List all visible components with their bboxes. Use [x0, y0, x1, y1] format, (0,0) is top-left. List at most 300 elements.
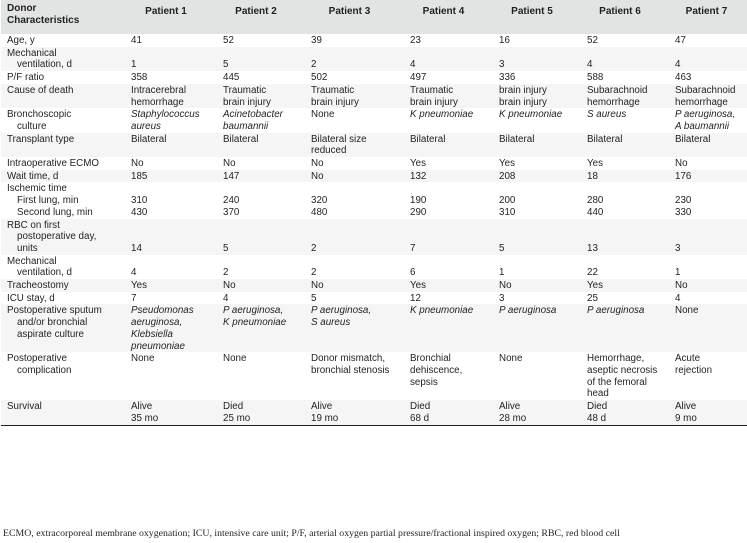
cell-line: No: [311, 158, 324, 170]
cell-line: [311, 220, 395, 232]
cell-line: hemorrhage: [587, 96, 640, 108]
cell-line: [675, 183, 745, 195]
cell-patient-6: [574, 352, 662, 400]
cell-line: Bilateral: [131, 133, 167, 145]
patient-characteristics-table: [1, 0, 747, 426]
cell-line: 4: [675, 292, 681, 304]
cell-line: 4: [131, 267, 137, 279]
cell-patient-7: [662, 279, 747, 292]
cell-patient-2: [210, 47, 298, 71]
cell-patient-5: [486, 279, 574, 292]
cell-line: of the femoral: [587, 376, 647, 388]
cell-line: 39: [311, 35, 322, 46]
cell-line: Alive: [499, 401, 521, 413]
table-row: [1, 352, 747, 400]
row-label: [1, 304, 118, 352]
cell-line: [311, 48, 395, 60]
cell-line: reduced: [311, 145, 347, 157]
header-characteristics: [1, 0, 118, 34]
cell-line: dehiscence,: [410, 364, 463, 376]
cell-line: [223, 231, 296, 243]
cell-line: Hemorrhage,: [587, 353, 645, 365]
cell-patient-7: [662, 400, 747, 425]
cell-patient-4: [397, 292, 486, 305]
cell-line: 147: [223, 170, 240, 182]
cell-line: No: [223, 280, 236, 292]
cell-line: None: [311, 109, 335, 121]
cell-line: No: [675, 280, 688, 292]
cell-line: Pseudomonas: [131, 305, 194, 317]
header-characteristics-line: Characteristics: [7, 15, 80, 26]
cell-line: aseptic necrosis: [587, 364, 658, 376]
cell-patient-7: [662, 84, 747, 108]
cell-line: No: [675, 158, 688, 170]
row-label: [1, 84, 118, 108]
cell-patient-2: [210, 219, 298, 255]
cell-patient-4: [397, 133, 486, 157]
cell-line: P aeruginosa: [587, 305, 645, 317]
cell-line: Died: [587, 401, 608, 413]
cell-line: 3: [675, 242, 681, 254]
table-row: [1, 219, 747, 255]
cell-patient-6: [574, 133, 662, 157]
cell-patient-1: [118, 292, 210, 305]
cell-line: None: [131, 353, 155, 365]
cell-line: [410, 48, 484, 60]
header-patient-7: Patient 7: [685, 6, 728, 17]
cell-line: Bilateral: [675, 133, 711, 145]
cell-line: 358: [131, 72, 148, 84]
cell-line: [410, 256, 484, 268]
cell-patient-7: [662, 219, 747, 255]
cell-patient-6: [574, 304, 662, 352]
cell-line: 12: [410, 292, 421, 304]
cell-line: 18: [587, 170, 598, 182]
row-label-line: Ischemic time: [7, 183, 67, 195]
row-label-line: Mechanical: [7, 255, 57, 267]
cell-patient-7: [662, 182, 747, 218]
cell-line: brain injury: [410, 96, 458, 108]
cell-line: K pneumoniae: [410, 305, 474, 317]
cell-patient-3: [298, 400, 397, 425]
cell-line: 208: [499, 170, 516, 182]
cell-line: [499, 220, 572, 232]
cell-line: 440: [587, 206, 604, 218]
table-row: [1, 255, 747, 279]
cell-patient-3: [298, 255, 397, 279]
cell-patient-2: [210, 84, 298, 108]
cell-line: 445: [223, 72, 240, 84]
cell-patient-1: [118, 170, 210, 183]
cell-patient-1: [118, 400, 210, 425]
cell-patient-2: [210, 255, 298, 279]
cell-line: 185: [131, 170, 148, 182]
cell-line: 336: [499, 72, 516, 84]
cell-patient-6: [574, 182, 662, 218]
cell-line: [675, 220, 745, 232]
cell-patient-1: [118, 47, 210, 71]
row-label-line: complication: [17, 364, 72, 376]
cell-line: 23: [410, 35, 421, 46]
cell-patient-6: [574, 255, 662, 279]
cell-line: 7: [131, 292, 137, 304]
cell-patient-4: [397, 170, 486, 183]
cell-line: S aureus: [587, 109, 627, 121]
cell-patient-6: [574, 279, 662, 292]
table-row: [1, 47, 747, 71]
cell-line: Subarachnoid: [675, 84, 736, 96]
cell-patient-5: [486, 219, 574, 255]
cell-patient-5: [486, 255, 574, 279]
table-row: [1, 304, 747, 352]
header-patient-1: Patient 1: [145, 6, 187, 17]
table-row: [1, 71, 747, 84]
cell-line: Bilateral: [410, 133, 446, 145]
cell-patient-1: [118, 108, 210, 132]
cell-line: Traumatic: [311, 84, 355, 96]
cell-line: 176: [675, 170, 692, 182]
cell-line: 47: [675, 35, 686, 46]
header-patient-6: Patient 6: [599, 6, 641, 17]
cell-line: 19 mo: [311, 412, 339, 424]
cell-line: 14: [131, 242, 142, 254]
cell-line: K pneumoniae: [223, 317, 287, 329]
row-label-line: Second lung, min: [17, 206, 93, 218]
cell-line: [311, 256, 395, 268]
cell-line: 41: [131, 35, 142, 46]
cell-line: Bilateral size: [311, 133, 367, 145]
row-label: [1, 219, 118, 255]
cell-patient-2: [210, 352, 298, 400]
cell-line: [131, 231, 208, 243]
row-label: [1, 47, 118, 71]
cell-line: 13: [587, 242, 598, 254]
cell-patient-1: [118, 133, 210, 157]
cell-line: 1: [131, 59, 137, 71]
cell-patient-6: [574, 157, 662, 170]
cell-line: No: [311, 170, 324, 182]
cell-line: [499, 183, 572, 195]
cell-patient-4: [397, 34, 486, 47]
cell-line: A baumannii: [675, 120, 730, 132]
cell-patient-2: [210, 292, 298, 305]
cell-line: Intracerebral: [131, 84, 186, 96]
cell-line: 320: [311, 195, 328, 207]
cell-line: [223, 48, 296, 60]
table-row: [1, 133, 747, 157]
cell-line: 502: [311, 72, 328, 84]
header-patient-2: Patient 2: [235, 6, 277, 17]
cell-line: [587, 256, 660, 268]
cell-line: No: [499, 280, 512, 292]
cell-line: 190: [410, 195, 427, 207]
row-label: [1, 292, 118, 305]
table-row: [1, 292, 747, 305]
row-label: [1, 352, 118, 400]
cell-line: Acute: [675, 353, 701, 365]
cell-line: baumannii: [223, 120, 269, 132]
row-label-line: RBC on first: [7, 219, 60, 231]
row-label-line: Survival: [7, 401, 42, 413]
cell-patient-1: [118, 219, 210, 255]
cell-line: 4: [675, 59, 681, 71]
cell-line: 25: [587, 292, 598, 304]
cell-line: [675, 48, 745, 60]
table-row: [1, 34, 747, 47]
cell-patient-6: [574, 47, 662, 71]
cell-line: [410, 231, 484, 243]
cell-line: [410, 183, 484, 195]
cell-patient-2: [210, 108, 298, 132]
cell-line: pneumoniae: [131, 340, 185, 352]
cell-line: 9 mo: [675, 412, 697, 424]
row-label-line: Postoperative sputum: [7, 305, 102, 317]
cell-line: P aeruginosa: [499, 305, 557, 317]
cell-patient-4: [397, 219, 486, 255]
row-label-line: and/or bronchial: [17, 317, 88, 329]
cell-patient-5: [486, 304, 574, 352]
cell-patient-5: [486, 292, 574, 305]
cell-line: No: [311, 280, 324, 292]
row-label-line: culture: [17, 120, 47, 132]
cell-line: 6: [410, 267, 416, 279]
cell-line: 7: [410, 242, 416, 254]
cell-patient-3: [298, 219, 397, 255]
cell-patient-7: [662, 292, 747, 305]
cell-patient-4: [397, 182, 486, 218]
cell-line: [587, 48, 660, 60]
cell-line: 588: [587, 72, 604, 84]
cell-line: No: [223, 158, 236, 170]
row-label: [1, 182, 118, 218]
cell-line: P aeruginosa,: [311, 305, 372, 317]
cell-line: Yes: [499, 158, 515, 170]
cell-line: brain injury: [223, 96, 271, 108]
cell-patient-4: [397, 279, 486, 292]
cell-line: 3: [499, 292, 505, 304]
cell-line: Bilateral: [499, 133, 535, 145]
cell-line: Acinetobacter: [223, 109, 283, 121]
cell-line: Alive: [131, 401, 153, 413]
cell-patient-4: [397, 47, 486, 71]
cell-line: Yes: [410, 280, 426, 292]
cell-line: 4: [587, 59, 593, 71]
row-label-line: ventilation, d: [17, 59, 73, 71]
table-footnote: ECMO, extracorporeal membrane oxygenation; ICU, intensive care unit; P/F, arterial oxygen partial pressure/fractional inspired oxygen; RBC, red blood cell: [3, 528, 620, 539]
cell-line: 430: [131, 206, 148, 218]
cell-patient-2: [210, 71, 298, 84]
row-label-line: Postoperative: [7, 353, 67, 365]
cell-line: K pneumoniae: [499, 109, 563, 121]
cell-line: 2: [311, 267, 317, 279]
cell-line: Yes: [587, 158, 603, 170]
row-label: [1, 108, 118, 132]
cell-line: brain injury: [499, 96, 547, 108]
cell-line: [675, 256, 745, 268]
cell-line: 200: [499, 195, 516, 207]
cell-line: 2: [311, 59, 317, 71]
cell-line: 330: [675, 206, 692, 218]
cell-line: Staphylococcus: [131, 109, 200, 121]
cell-patient-2: [210, 400, 298, 425]
cell-line: 132: [410, 170, 427, 182]
cell-patient-1: [118, 182, 210, 218]
row-label-line: Wait time, d: [7, 170, 59, 182]
row-label-line: Intraoperative ECMO: [7, 158, 100, 170]
cell-line: [131, 256, 208, 268]
row-label-line: Tracheostomy: [7, 280, 69, 292]
cell-patient-2: [210, 304, 298, 352]
cell-patient-7: [662, 34, 747, 47]
cell-patient-5: [486, 108, 574, 132]
cell-patient-3: [298, 133, 397, 157]
row-label: [1, 157, 118, 170]
cell-line: None: [499, 353, 523, 365]
cell-patient-4: [397, 400, 486, 425]
cell-patient-5: [486, 352, 574, 400]
row-label-line: Mechanical: [7, 47, 57, 59]
cell-line: Donor mismatch,: [311, 353, 386, 365]
cell-line: Yes: [587, 280, 603, 292]
cell-line: 25 mo: [223, 412, 251, 424]
cell-line: 5: [223, 242, 229, 254]
cell-line: 52: [587, 35, 598, 46]
cell-patient-4: [397, 304, 486, 352]
cell-patient-3: [298, 47, 397, 71]
row-label-line: First lung, min: [17, 195, 79, 207]
cell-line: 22: [587, 267, 598, 279]
cell-patient-4: [397, 352, 486, 400]
cell-line: 310: [131, 195, 148, 207]
cell-line: [131, 183, 208, 195]
row-label: [1, 279, 118, 292]
cell-line: 463: [675, 72, 692, 84]
cell-line: Bilateral: [223, 133, 259, 145]
cell-patient-7: [662, 352, 747, 400]
cell-patient-1: [118, 352, 210, 400]
cell-line: 48 d: [587, 412, 607, 424]
cell-patient-6: [574, 170, 662, 183]
header-patient-3: Patient 3: [328, 6, 371, 17]
cell-patient-7: [662, 157, 747, 170]
cell-line: Yes: [410, 158, 426, 170]
cell-line: 4: [410, 59, 416, 71]
table-row: [1, 279, 747, 292]
cell-line: head: [587, 388, 609, 400]
cell-line: 1: [499, 267, 505, 279]
cell-line: None: [223, 353, 247, 365]
cell-line: 16: [499, 35, 510, 46]
table-row: [1, 182, 747, 218]
row-label: [1, 34, 118, 47]
cell-patient-4: [397, 71, 486, 84]
cell-patient-5: [486, 133, 574, 157]
cell-line: brain injury: [499, 84, 547, 96]
cell-line: 5: [311, 292, 317, 304]
cell-line: 480: [311, 206, 328, 218]
cell-line: 28 mo: [499, 412, 527, 424]
cell-patient-4: [397, 108, 486, 132]
cell-patient-3: [298, 279, 397, 292]
cell-line: 310: [499, 206, 516, 218]
row-label-line: aspirate culture: [17, 328, 84, 340]
row-label-line: Age, y: [7, 35, 35, 46]
cell-line: Traumatic: [223, 84, 267, 96]
cell-line: P aeruginosa,: [675, 109, 736, 121]
cell-line: [675, 231, 745, 243]
cell-line: 68 d: [410, 412, 430, 424]
cell-patient-3: [298, 84, 397, 108]
table-body: [1, 34, 747, 425]
cell-line: 2: [311, 242, 317, 254]
cell-patient-6: [574, 108, 662, 132]
cell-line: brain injury: [311, 96, 359, 108]
cell-line: [587, 220, 660, 232]
cell-line: S aureus: [311, 317, 351, 329]
cell-patient-7: [662, 133, 747, 157]
cell-patient-3: [298, 108, 397, 132]
cell-patient-7: [662, 108, 747, 132]
cell-line: 290: [410, 206, 427, 218]
cell-patient-6: [574, 219, 662, 255]
cell-line: Traumatic: [410, 84, 454, 96]
cell-line: 370: [223, 206, 240, 218]
cell-patient-2: [210, 279, 298, 292]
cell-patient-7: [662, 304, 747, 352]
cell-line: Bronchial: [410, 353, 451, 365]
row-label-line: units: [17, 242, 38, 254]
cell-line: Yes: [131, 280, 147, 292]
cell-line: 3: [499, 59, 505, 71]
row-label: [1, 133, 118, 157]
cell-patient-5: [486, 84, 574, 108]
row-label-line: Bronchoscopic: [7, 109, 72, 121]
cell-patient-7: [662, 71, 747, 84]
cell-line: rejection: [675, 364, 713, 376]
header-characteristics-line: Donor: [7, 3, 37, 14]
row-label-line: P/F ratio: [7, 72, 45, 84]
cell-line: [131, 220, 208, 232]
row-label: [1, 400, 118, 425]
cell-patient-1: [118, 157, 210, 170]
row-label: [1, 170, 118, 183]
cell-line: None: [675, 305, 699, 317]
cell-line: [223, 256, 296, 268]
cell-line: Alive: [675, 401, 697, 413]
cell-patient-5: [486, 182, 574, 218]
cell-line: [311, 183, 395, 195]
cell-patient-3: [298, 304, 397, 352]
cell-line: 240: [223, 195, 240, 207]
cell-line: Alive: [311, 401, 333, 413]
cell-line: P aeruginosa,: [223, 305, 284, 317]
cell-patient-3: [298, 352, 397, 400]
cell-patient-3: [298, 182, 397, 218]
cell-patient-1: [118, 71, 210, 84]
cell-line: 280: [587, 195, 604, 207]
cell-patient-7: [662, 47, 747, 71]
cell-patient-4: [397, 84, 486, 108]
cell-line: 2: [223, 267, 229, 279]
cell-line: Klebsiella: [131, 328, 173, 340]
cell-patient-1: [118, 84, 210, 108]
table-row: [1, 84, 747, 108]
cell-patient-3: [298, 71, 397, 84]
cell-patient-1: [118, 34, 210, 47]
cell-patient-3: [298, 292, 397, 305]
cell-patient-2: [210, 157, 298, 170]
row-label-line: Cause of death: [7, 84, 74, 96]
